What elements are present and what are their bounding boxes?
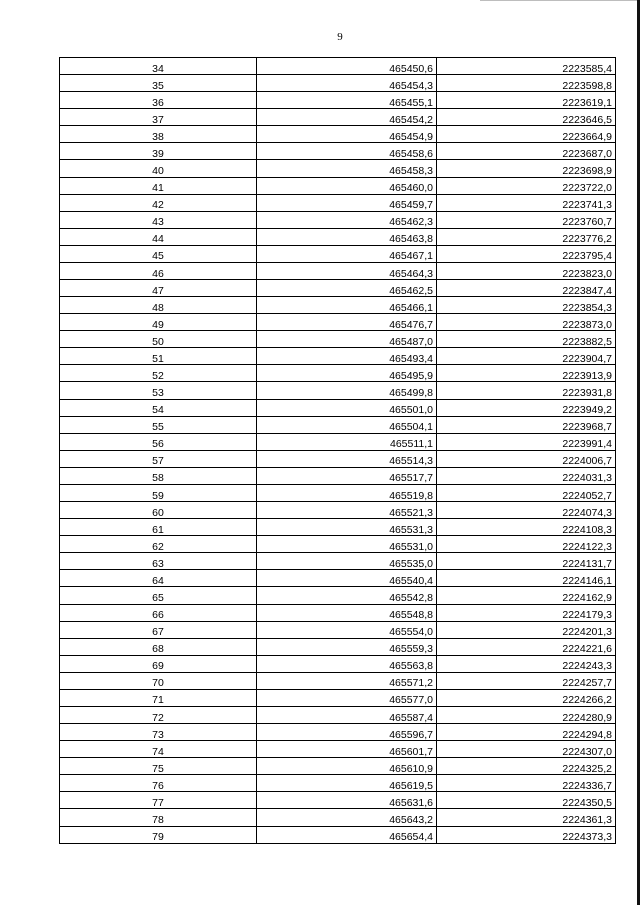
y-coordinate-cell: 2223991,4 xyxy=(437,433,616,450)
x-coordinate-cell: 465463,8 xyxy=(257,228,437,245)
y-coordinate-cell: 2223619,1 xyxy=(437,92,616,109)
point-number-cell: 47 xyxy=(60,280,257,297)
y-coordinate-cell: 2223823,0 xyxy=(437,262,616,279)
y-coordinate-cell: 2223776,2 xyxy=(437,228,616,245)
table-row xyxy=(60,587,616,604)
x-coordinate-cell: 465487,0 xyxy=(257,331,437,348)
table-row xyxy=(60,348,616,365)
y-coordinate-cell: 2223795,4 xyxy=(437,245,616,262)
table-row xyxy=(60,297,616,314)
x-coordinate-cell: 465531,0 xyxy=(257,536,437,553)
x-coordinate-cell: 465493,4 xyxy=(257,348,437,365)
point-number-cell: 68 xyxy=(60,638,257,655)
x-coordinate-cell: 465459,7 xyxy=(257,194,437,211)
point-number-cell: 71 xyxy=(60,689,257,706)
x-coordinate-cell: 465454,3 xyxy=(257,75,437,92)
table-row xyxy=(60,58,616,75)
x-coordinate-cell: 465458,3 xyxy=(257,160,437,177)
x-coordinate-cell: 465554,0 xyxy=(257,621,437,638)
point-number-cell: 53 xyxy=(60,382,257,399)
point-number-cell: 37 xyxy=(60,109,257,126)
point-number-cell: 66 xyxy=(60,604,257,621)
scan-artifact-line xyxy=(480,0,640,1)
x-coordinate-cell: 465454,2 xyxy=(257,109,437,126)
point-number-cell: 56 xyxy=(60,433,257,450)
point-number-cell: 49 xyxy=(60,314,257,331)
y-coordinate-cell: 2224108,3 xyxy=(437,519,616,536)
table-row xyxy=(60,399,616,416)
y-coordinate-cell: 2224074,3 xyxy=(437,502,616,519)
point-number-cell: 54 xyxy=(60,399,257,416)
table-row xyxy=(60,228,616,245)
y-coordinate-cell: 2224131,7 xyxy=(437,553,616,570)
table-row xyxy=(60,706,616,723)
y-coordinate-cell: 2223760,7 xyxy=(437,211,616,228)
x-coordinate-cell: 465454,9 xyxy=(257,126,437,143)
y-coordinate-cell: 2223913,9 xyxy=(437,365,616,382)
point-number-cell: 72 xyxy=(60,706,257,723)
table-row xyxy=(60,689,616,706)
point-number-cell: 67 xyxy=(60,621,257,638)
y-coordinate-cell: 2223722,0 xyxy=(437,177,616,194)
x-coordinate-cell: 465517,7 xyxy=(257,467,437,484)
table-row xyxy=(60,75,616,92)
point-number-cell: 74 xyxy=(60,741,257,758)
y-coordinate-cell: 2223873,0 xyxy=(437,314,616,331)
x-coordinate-cell: 465450,6 xyxy=(257,58,437,75)
y-coordinate-cell: 2223847,4 xyxy=(437,280,616,297)
table-row xyxy=(60,604,616,621)
point-number-cell: 76 xyxy=(60,775,257,792)
x-coordinate-cell: 465643,2 xyxy=(257,809,437,826)
y-coordinate-cell: 2224179,3 xyxy=(437,604,616,621)
point-number-cell: 44 xyxy=(60,228,257,245)
point-number-cell: 34 xyxy=(60,58,257,75)
y-coordinate-cell: 2224361,3 xyxy=(437,809,616,826)
point-number-cell: 48 xyxy=(60,297,257,314)
table-row xyxy=(60,314,616,331)
table-row xyxy=(60,655,616,672)
table-row xyxy=(60,143,616,160)
x-coordinate-cell: 465460,0 xyxy=(257,177,437,194)
y-coordinate-cell: 2223931,8 xyxy=(437,382,616,399)
y-coordinate-cell: 2224122,3 xyxy=(437,536,616,553)
y-coordinate-cell: 2223598,8 xyxy=(437,75,616,92)
y-coordinate-cell: 2223741,3 xyxy=(437,194,616,211)
point-number-cell: 59 xyxy=(60,484,257,501)
table-row xyxy=(60,194,616,211)
point-number-cell: 39 xyxy=(60,143,257,160)
point-number-cell: 63 xyxy=(60,553,257,570)
y-coordinate-cell: 2224266,2 xyxy=(437,689,616,706)
x-coordinate-cell: 465601,7 xyxy=(257,741,437,758)
x-coordinate-cell: 465619,5 xyxy=(257,775,437,792)
y-coordinate-cell: 2224307,0 xyxy=(437,741,616,758)
y-coordinate-cell: 2224294,8 xyxy=(437,724,616,741)
x-coordinate-cell: 465519,8 xyxy=(257,484,437,501)
table-row xyxy=(60,570,616,587)
x-coordinate-cell: 465458,6 xyxy=(257,143,437,160)
x-coordinate-cell: 465504,1 xyxy=(257,416,437,433)
table-row xyxy=(60,211,616,228)
x-coordinate-cell: 465563,8 xyxy=(257,655,437,672)
point-number-cell: 69 xyxy=(60,655,257,672)
point-number-cell: 61 xyxy=(60,519,257,536)
x-coordinate-cell: 465455,1 xyxy=(257,92,437,109)
table-row xyxy=(60,467,616,484)
coordinates-table xyxy=(59,57,616,844)
x-coordinate-cell: 465467,1 xyxy=(257,245,437,262)
point-number-cell: 52 xyxy=(60,365,257,382)
coordinates-table-body xyxy=(60,58,616,844)
point-number-cell: 78 xyxy=(60,809,257,826)
table-row xyxy=(60,126,616,143)
x-coordinate-cell: 465587,4 xyxy=(257,706,437,723)
table-row xyxy=(60,365,616,382)
x-coordinate-cell: 465577,0 xyxy=(257,689,437,706)
y-coordinate-cell: 2224257,7 xyxy=(437,672,616,689)
table-row xyxy=(60,177,616,194)
table-row xyxy=(60,621,616,638)
y-coordinate-cell: 2224221,6 xyxy=(437,638,616,655)
point-number-cell: 60 xyxy=(60,502,257,519)
y-coordinate-cell: 2224243,3 xyxy=(437,655,616,672)
x-coordinate-cell: 465462,5 xyxy=(257,280,437,297)
table-row xyxy=(60,502,616,519)
table-row xyxy=(60,809,616,826)
table-row xyxy=(60,638,616,655)
x-coordinate-cell: 465511,1 xyxy=(257,433,437,450)
table-row xyxy=(60,672,616,689)
point-number-cell: 64 xyxy=(60,570,257,587)
y-coordinate-cell: 2224146,1 xyxy=(437,570,616,587)
page-number: 9 xyxy=(337,31,343,43)
x-coordinate-cell: 465654,4 xyxy=(257,826,437,843)
y-coordinate-cell: 2224162,9 xyxy=(437,587,616,604)
x-coordinate-cell: 465610,9 xyxy=(257,758,437,775)
y-coordinate-cell: 2223698,9 xyxy=(437,160,616,177)
y-coordinate-cell: 2223949,2 xyxy=(437,399,616,416)
x-coordinate-cell: 465571,2 xyxy=(257,672,437,689)
x-coordinate-cell: 465501,0 xyxy=(257,399,437,416)
x-coordinate-cell: 465631,6 xyxy=(257,792,437,809)
point-number-cell: 45 xyxy=(60,245,257,262)
y-coordinate-cell: 2224280,9 xyxy=(437,706,616,723)
table-row xyxy=(60,280,616,297)
point-number-cell: 46 xyxy=(60,262,257,279)
table-row xyxy=(60,553,616,570)
x-coordinate-cell: 465462,3 xyxy=(257,211,437,228)
x-coordinate-cell: 465476,7 xyxy=(257,314,437,331)
table-row xyxy=(60,160,616,177)
table-row xyxy=(60,826,616,843)
table-row xyxy=(60,758,616,775)
x-coordinate-cell: 465514,3 xyxy=(257,450,437,467)
y-coordinate-cell: 2224052,7 xyxy=(437,484,616,501)
point-number-cell: 73 xyxy=(60,724,257,741)
y-coordinate-cell: 2224006,7 xyxy=(437,450,616,467)
x-coordinate-cell: 465596,7 xyxy=(257,724,437,741)
table-row xyxy=(60,416,616,433)
point-number-cell: 41 xyxy=(60,177,257,194)
y-coordinate-cell: 2224350,5 xyxy=(437,792,616,809)
y-coordinate-cell: 2224373,3 xyxy=(437,826,616,843)
table-row xyxy=(60,433,616,450)
x-coordinate-cell: 465521,3 xyxy=(257,502,437,519)
x-coordinate-cell: 465535,0 xyxy=(257,553,437,570)
x-coordinate-cell: 465499,8 xyxy=(257,382,437,399)
table-row xyxy=(60,484,616,501)
x-coordinate-cell: 465466,1 xyxy=(257,297,437,314)
point-number-cell: 51 xyxy=(60,348,257,365)
point-number-cell: 50 xyxy=(60,331,257,348)
point-number-cell: 70 xyxy=(60,672,257,689)
x-coordinate-cell: 465542,8 xyxy=(257,587,437,604)
table-row xyxy=(60,741,616,758)
point-number-cell: 43 xyxy=(60,211,257,228)
y-coordinate-cell: 2223904,7 xyxy=(437,348,616,365)
point-number-cell: 40 xyxy=(60,160,257,177)
point-number-cell: 58 xyxy=(60,467,257,484)
x-coordinate-cell: 465495,9 xyxy=(257,365,437,382)
point-number-cell: 65 xyxy=(60,587,257,604)
table-row xyxy=(60,331,616,348)
table-row xyxy=(60,775,616,792)
y-coordinate-cell: 2223646,5 xyxy=(437,109,616,126)
x-coordinate-cell: 465559,3 xyxy=(257,638,437,655)
point-number-cell: 38 xyxy=(60,126,257,143)
y-coordinate-cell: 2224336,7 xyxy=(437,775,616,792)
x-coordinate-cell: 465540,4 xyxy=(257,570,437,587)
y-coordinate-cell: 2224201,3 xyxy=(437,621,616,638)
y-coordinate-cell: 2223585,4 xyxy=(437,58,616,75)
table-row xyxy=(60,382,616,399)
y-coordinate-cell: 2223664,9 xyxy=(437,126,616,143)
point-number-cell: 35 xyxy=(60,75,257,92)
point-number-cell: 42 xyxy=(60,194,257,211)
point-number-cell: 57 xyxy=(60,450,257,467)
table-row xyxy=(60,724,616,741)
point-number-cell: 55 xyxy=(60,416,257,433)
y-coordinate-cell: 2224031,3 xyxy=(437,467,616,484)
table-row xyxy=(60,92,616,109)
table-row xyxy=(60,536,616,553)
y-coordinate-cell: 2223687,0 xyxy=(437,143,616,160)
table-row xyxy=(60,519,616,536)
point-number-cell: 62 xyxy=(60,536,257,553)
y-coordinate-cell: 2223968,7 xyxy=(437,416,616,433)
table-row xyxy=(60,245,616,262)
table-row xyxy=(60,450,616,467)
table-row xyxy=(60,262,616,279)
point-number-cell: 75 xyxy=(60,758,257,775)
x-coordinate-cell: 465464,3 xyxy=(257,262,437,279)
table-row xyxy=(60,109,616,126)
point-number-cell: 79 xyxy=(60,826,257,843)
y-coordinate-cell: 2223854,3 xyxy=(437,297,616,314)
point-number-cell: 77 xyxy=(60,792,257,809)
point-number-cell: 36 xyxy=(60,92,257,109)
y-coordinate-cell: 2224325,2 xyxy=(437,758,616,775)
x-coordinate-cell: 465548,8 xyxy=(257,604,437,621)
x-coordinate-cell: 465531,3 xyxy=(257,519,437,536)
y-coordinate-cell: 2223882,5 xyxy=(437,331,616,348)
table-row xyxy=(60,792,616,809)
